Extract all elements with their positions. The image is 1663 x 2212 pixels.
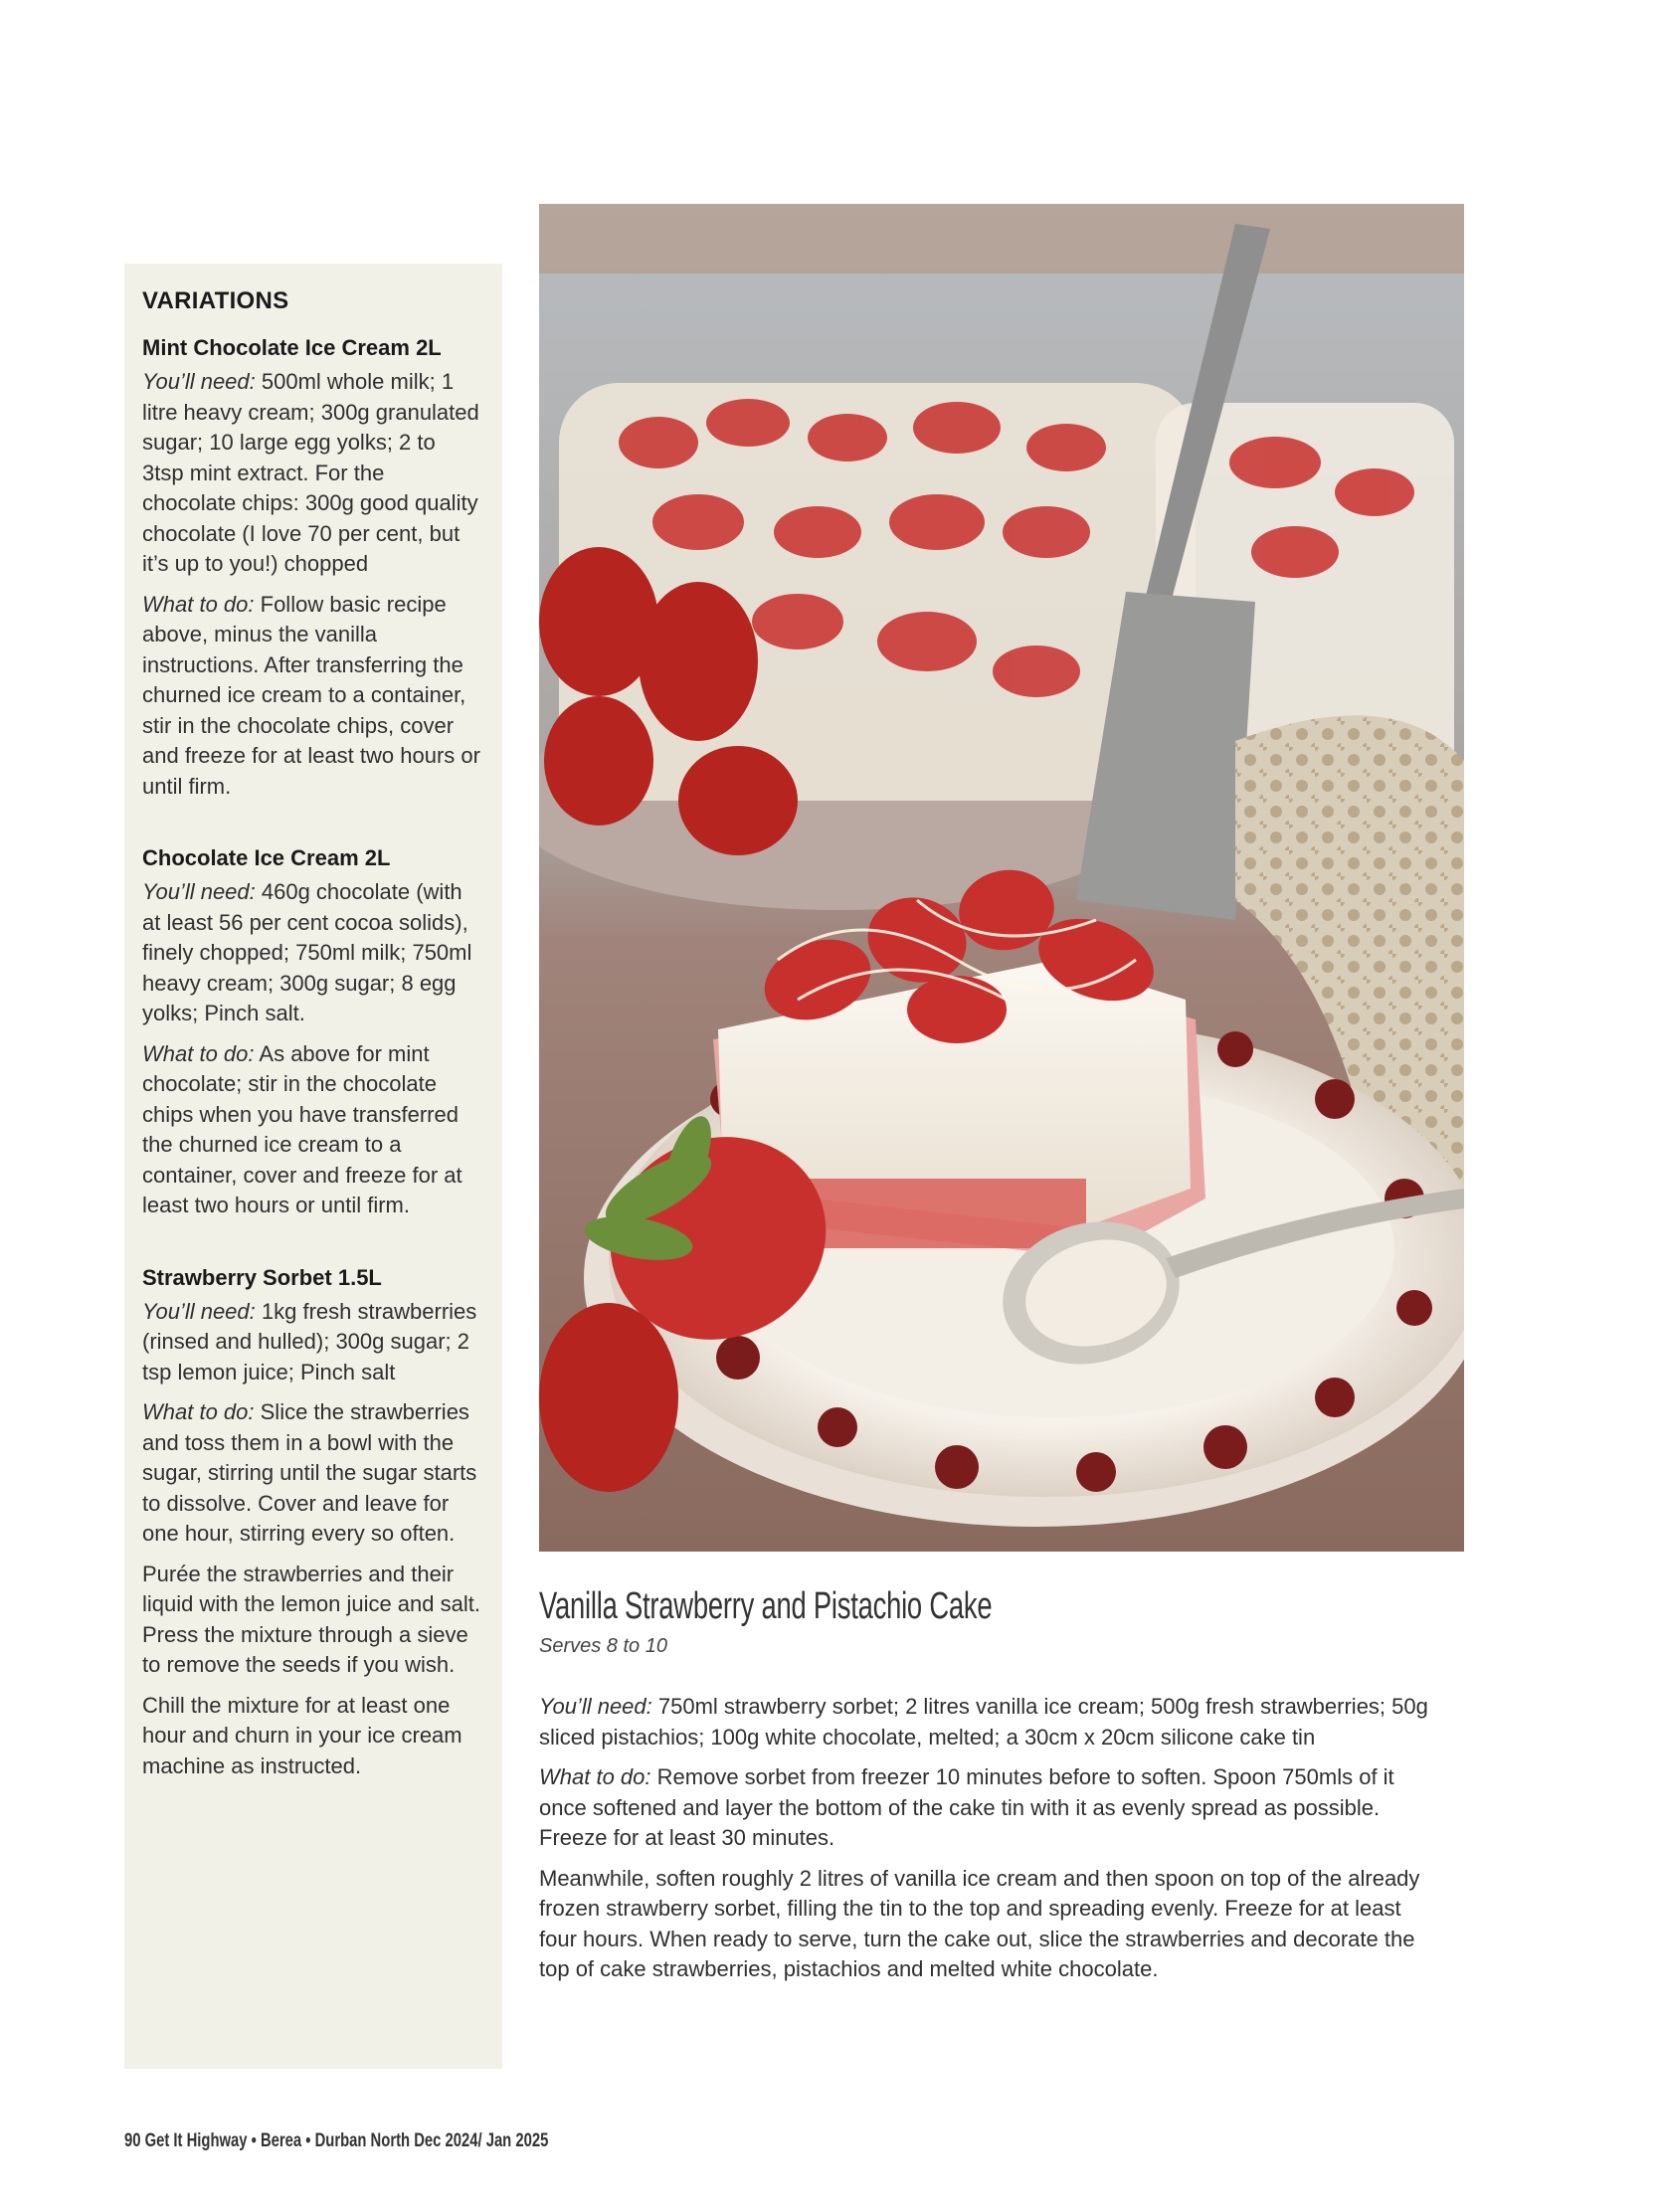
variation-chocolate [142, 845, 482, 1221]
variation-title: Chocolate Ice Cream 2L [142, 845, 391, 870]
variation-title: Strawberry Sorbet 1.5L [142, 1264, 382, 1290]
method-paragraph [142, 1397, 482, 1550]
todo-label: What to do: [142, 1040, 255, 1066]
need-text: 1kg fresh strawberries (rinsed and hulled); 300g sugar; 2 tsp lemon juice; Pinch salt [142, 1298, 477, 1384]
need-text: 500ml whole milk; 1 litre heavy cream; 300g granulated sugar; 10 large egg yolks; 2 to 3tsp mint extract. For the chocolate chips: 300g good quality chocolate (I love 70 per cent, but it’s up to you!) chopped [142, 369, 479, 576]
todo-label: What to do: [142, 591, 255, 617]
page-footer: 90 Get It Highway • Berea • Durban North Dec 2024/ Jan 2025 [124, 2130, 549, 2151]
ingredients-paragraph [142, 1297, 482, 1388]
variations-sidebar [124, 264, 502, 2069]
need-text: 460g chocolate (with at least 56 per cent cocoa solids), finely chopped; 750ml milk; 750ml heavy cream; 300g sugar; 8 egg yolks; Pinch salt. [142, 879, 472, 1025]
main-recipe [539, 1583, 1434, 1995]
method-paragraph-extra: Chill the mixture for at least one hour and churn in your ice cream machine as instructed. [142, 1692, 462, 1778]
method-paragraph-extra: Purée the strawberries and their liquid with the lemon juice and salt. Press the mixture through a sieve to remove the seeds if you wish. [142, 1561, 480, 1677]
todo-text: Follow basic recipe above, minus the vanilla instructions. After transferring the churned ice cream to a container, stir in the chocolate chips, cover and freeze for at least two hours or until firm. [142, 591, 480, 799]
todo-label: What to do: [142, 1399, 255, 1424]
ingredients-paragraph [142, 367, 482, 580]
need-label: You’ll need: [142, 369, 256, 394]
todo-text: As above for mint chocolate; stir in the chocolate chips when you have transferred the churned ice cream to a container, cover and freeze for at least two hours or until firm. [142, 1040, 462, 1217]
todo-text: Remove sorbet from freezer 10 minutes before to soften. Spoon 750mls of it once softened and layer the bottom of the cake tin with it as evenly spread as possible. Freeze for at least 30 minutes. [539, 1764, 1394, 1850]
need-label: You’ll need: [142, 1298, 256, 1324]
recipe-title: Vanilla Strawberry and Pistachio Cake [539, 1585, 993, 1627]
ingredients-paragraph [142, 877, 482, 1029]
method-paragraph-extra: Meanwhile, soften roughly 2 litres of vanilla ice cream and then spoon on top of the already frozen strawberry sorbet, filling the tin to the top and spreading evenly. Freeze for at least four hours. When ready to serve, turn the cake out, slice the strawberries and decorate the top of cake strawberries, pistachios and melted white chocolate. [539, 1865, 1420, 1981]
ingredients-paragraph [539, 1692, 1434, 1752]
need-label: You’ll need: [539, 1694, 652, 1719]
variation-title: Mint Chocolate Ice Cream 2L [142, 335, 442, 360]
todo-text: Slice the strawberries and toss them in a bowl with the sugar, stirring until the sugar starts to dissolve. Cover and leave for one hour, stirring every so often. [142, 1399, 477, 1546]
need-label: You’ll need: [142, 879, 256, 904]
cake-photo [539, 204, 1464, 1552]
variation-strawberry-sorbet [142, 1265, 482, 1782]
method-paragraph [142, 590, 482, 803]
recipe-serves: Serves 8 to 10 [539, 1635, 667, 1657]
variation-mint-chocolate [142, 335, 482, 802]
cake-photo-illustration [539, 204, 1464, 1552]
todo-label: What to do: [539, 1764, 651, 1789]
sidebar-heading: VARIATIONS [142, 287, 289, 314]
method-paragraph [539, 1762, 1434, 1854]
need-text: 750ml strawberry sorbet; 2 litres vanilla ice cream; 500g fresh strawberries; 50g sliced pistachios; 100g white chocolate, melted; a 30cm x 20cm silicone cake tin [539, 1694, 1428, 1750]
method-paragraph [142, 1039, 482, 1221]
